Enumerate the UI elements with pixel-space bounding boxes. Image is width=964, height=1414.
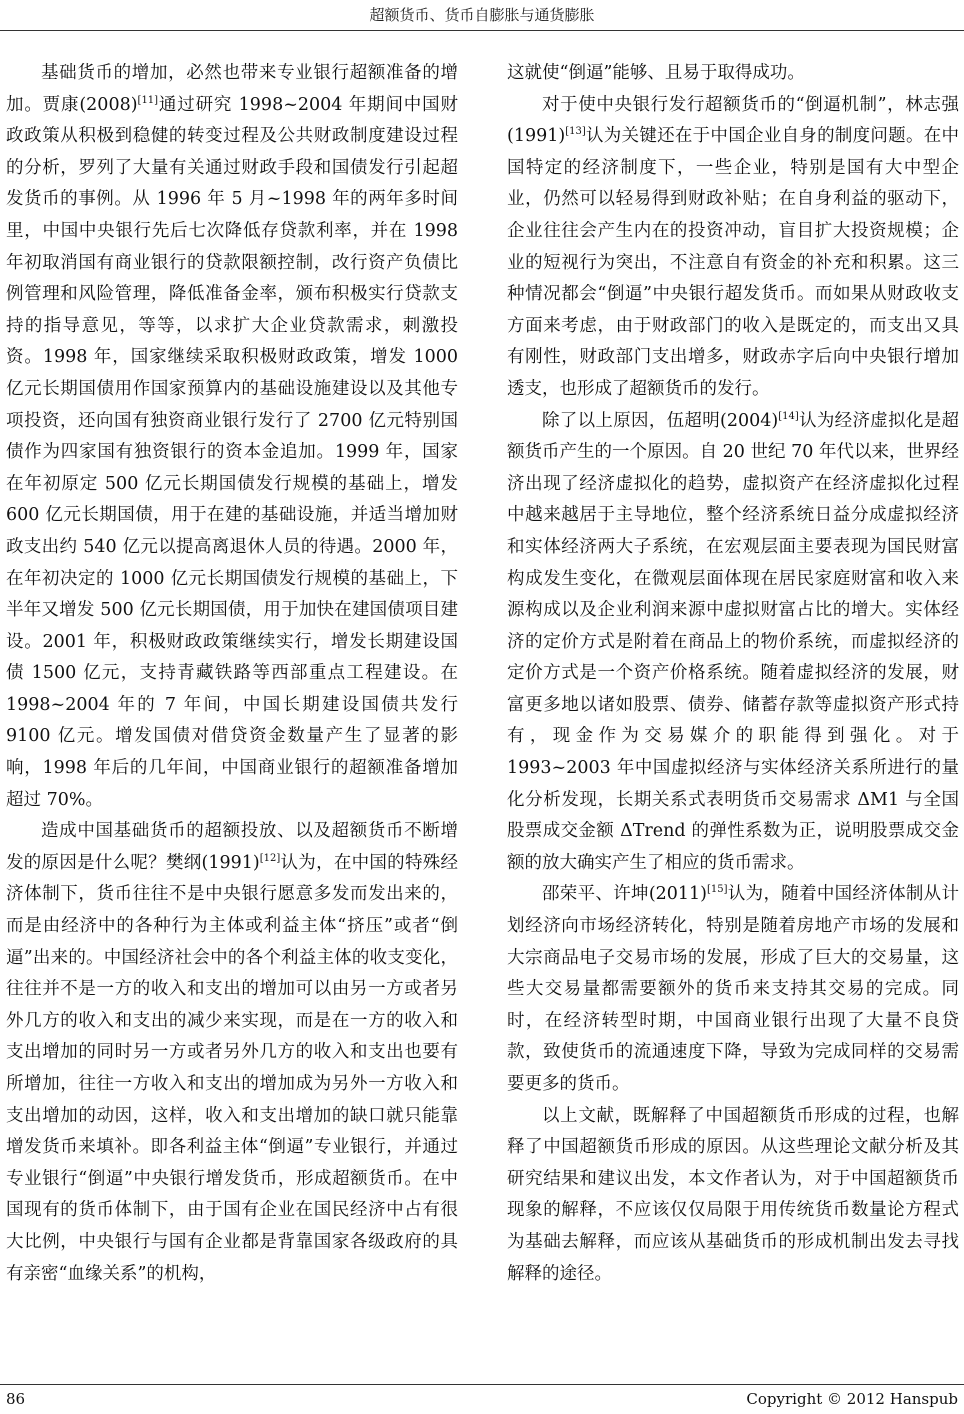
paragraph-text: 邵荣平、许坤(2011) — [542, 884, 708, 905]
paragraph-text: 认为经济虚拟化是超额货币产生的一个原因。自 20 世纪 70 年代以来，世界经济出现了经济虚拟化的趋势，虚拟资产在经济虚拟化过程中越来越居于主导地位，整个经济系统日益分成虚拟经济和实体经济两大子系统，在宏观层面主要表现为国民财富构成发生变化，在微观层面体现在居民家庭财富和收入来源构成以及企业利润来源中虚拟财富占比的增大。实体经济的定价方式是附着在商品上的物价系统，而虚拟经济的定价方式是一个资产价格系统。随着虚拟经济的发展，财富更多地以诸如股票、债券、储蓄存款等虚拟资产形式持有，现金作为交易媒介的职能得到强化。对于 1993~2003 年中国虚拟经济与实体经济关系所进行的量化分析发现，长期关系式表明货币交易需求 ΔM1 与全国股票成交金额 ΔTrend 的弹性系数为正，说明股票成交金额的放大确实产生了相应的货币需求。 — [507, 410, 959, 873]
header-rule — [0, 30, 964, 31]
running-header: 超额货币、货币自膨胀与通货膨胀 — [369, 6, 595, 24]
citation-ref: [14] — [778, 410, 799, 422]
paragraph-text: 除了以上原因，伍超明(2004) — [542, 410, 779, 431]
citation-ref: [11] — [137, 94, 159, 106]
paragraph-text: 造成中国基础货币的超额投放、以及超额货币不断增发的原因是什么呢？樊纲(1991) — [6, 821, 458, 873]
paragraph-text: 认为关键还在于中国企业自身的制度问题。在中国特定的经济制度下，一些企业，特别是国有大中型企业，仍然可以轻易得到财政补贴；在自身利益的驱动下，企业往往会产生内在的投资冲动，盲目扩大投资规模；企业的短视行为突出，不注意自有资金的补充和积累。这三种情况都会“倒逼”中央银行超发货币。而如果从财政收支方面来考虑，由于财政部门的收入是既定的，而支出又具有刚性，财政部门支出增多，财政赤字后向中央银行增加透支，也形成了超额货币的发行。 — [507, 126, 959, 399]
paragraph: 以上文献，既解释了中国超额货币形成的过程，也解释了中国超额货币形成的原因。从这些理论文献分析及其研究结果和建议出发，本文作者认为，对于中国超额货币现象的解释，不应该仅仅局限于用传统货币数量论方程式为基础去解释，而应该从基础货币的形成机制出发去寻找解释的途径。 — [507, 1105, 959, 1284]
footer-rule — [0, 1384, 964, 1385]
citation-ref: [15] — [707, 884, 728, 896]
paragraph-continuation: 这就使“倒逼”能够、且易于取得成功。 — [507, 63, 805, 83]
paragraph-text: 认为，在中国的特殊经济体制下，货币往往不是中央银行愿意多发而发出来的，而是由经济中的各种行为主体或利益主体“挤压”或者“倒逼”出来的。中国经济社会中的各个利益主体的收支变化，往往并不是一方的收入和支出的增加可以由另一方或者另外几方的收入和支出的减少来实现，而是在一方的收入和支出增加的同时另一方或者另外几方的收入和支出也要有所增加，往往一方收入和支出的增加成为另外一方收入和支出增加的动因，这样，收入和支出增加的缺口就只能靠增发货币来填补。即各利益主体“倒逼”专业银行，并通过专业银行“倒逼”中央银行增发货币，形成超额货币。在中国现有的货币体制下，由于国有企业在国民经济中占有很大比例，中央银行与国有企业都是背靠国家各级政府的具有亲密“血缘关系”的机构， — [6, 852, 458, 1284]
paragraph — [507, 879, 959, 1100]
paragraph — [507, 90, 959, 406]
page-number: 86 — [6, 1390, 26, 1408]
paragraph-text: 对于使中央银行发行超额货币的“倒逼机制”，林志强(1991) — [507, 94, 959, 147]
citation-ref: [13] — [565, 126, 586, 138]
paragraph-text: 基础货币的增加，必然也带来专业银行超额准备的增加。贾康(2008) — [6, 63, 458, 115]
paragraph — [6, 58, 458, 816]
left-column — [6, 58, 458, 1290]
paragraph-text: 认为，随着中国经济体制从计划经济向市场经济转化，特别是随着房地产市场的发展和大宗商品电子交易市场的发展，形成了巨大的交易量，这些大交易量都需要额外的货币来支持其交易的完成。同时，在经济转型时期，中国商业银行出现了大量不良贷款，致使货币的流通速度下降，导致为完成同样的交易需要更多的货币。 — [507, 884, 959, 1094]
copyright-notice: Copyright © 2012 Hanspub — [746, 1390, 958, 1408]
paragraph — [6, 816, 458, 1290]
right-column — [507, 58, 959, 1290]
paragraph-text: 通过研究 1998~2004 年期间中国财政政策从积极到稳健的转变过程及公共财政制度建设过程的分析，罗列了大量有关通过财政手段和国债发行引起超发货币的事例。从 1996 年 5 月~1998 年的两年多时间里，中国中央银行先后七次降低存贷款利率，并在 1998 年初取消国有商业银行的贷款限额控制，改行资产负债比例管理和风险管理，降低准备金率，颁布积极实行贷款支持的指导意见，等等，以求扩大企业贷款需求，刺激投资。1998 年，国家继续采取积极财政政策，增发 1000 亿元长期国债用作国家预算内的基础设施建设以及其他专项投资，还向国有独资商业银行发行了 2700 亿元特别国债作为四家国有独资银行的资本金追加。1999 年，国家在年初原定 500 亿元长期国债发行规模的基础上，增发 600 亿元长期国债，用于在建的基础设施，并适当增加财政支出约 540 亿元以提高离退休人员的待遇。2000 年，在年初决定的 1000 亿元长期国债发行规模的基础上，下半年又增发 500 亿元长期国债，用于加快在建国债项目建设。2001 年，积极财政政策继续实行，增发长期建设国债 1500 亿元，支持青藏铁路等西部重点工程建设。在 1998~2004 年的 7 年间，中国长期建设国债共发行 9100 亿元。增发国债对借贷资金数量产生了显著的影响，1998 年后的几年间，中国商业银行的超额准备增加超过 70%。 — [6, 94, 458, 810]
paragraph — [507, 406, 959, 880]
citation-ref: [12] — [259, 853, 281, 865]
